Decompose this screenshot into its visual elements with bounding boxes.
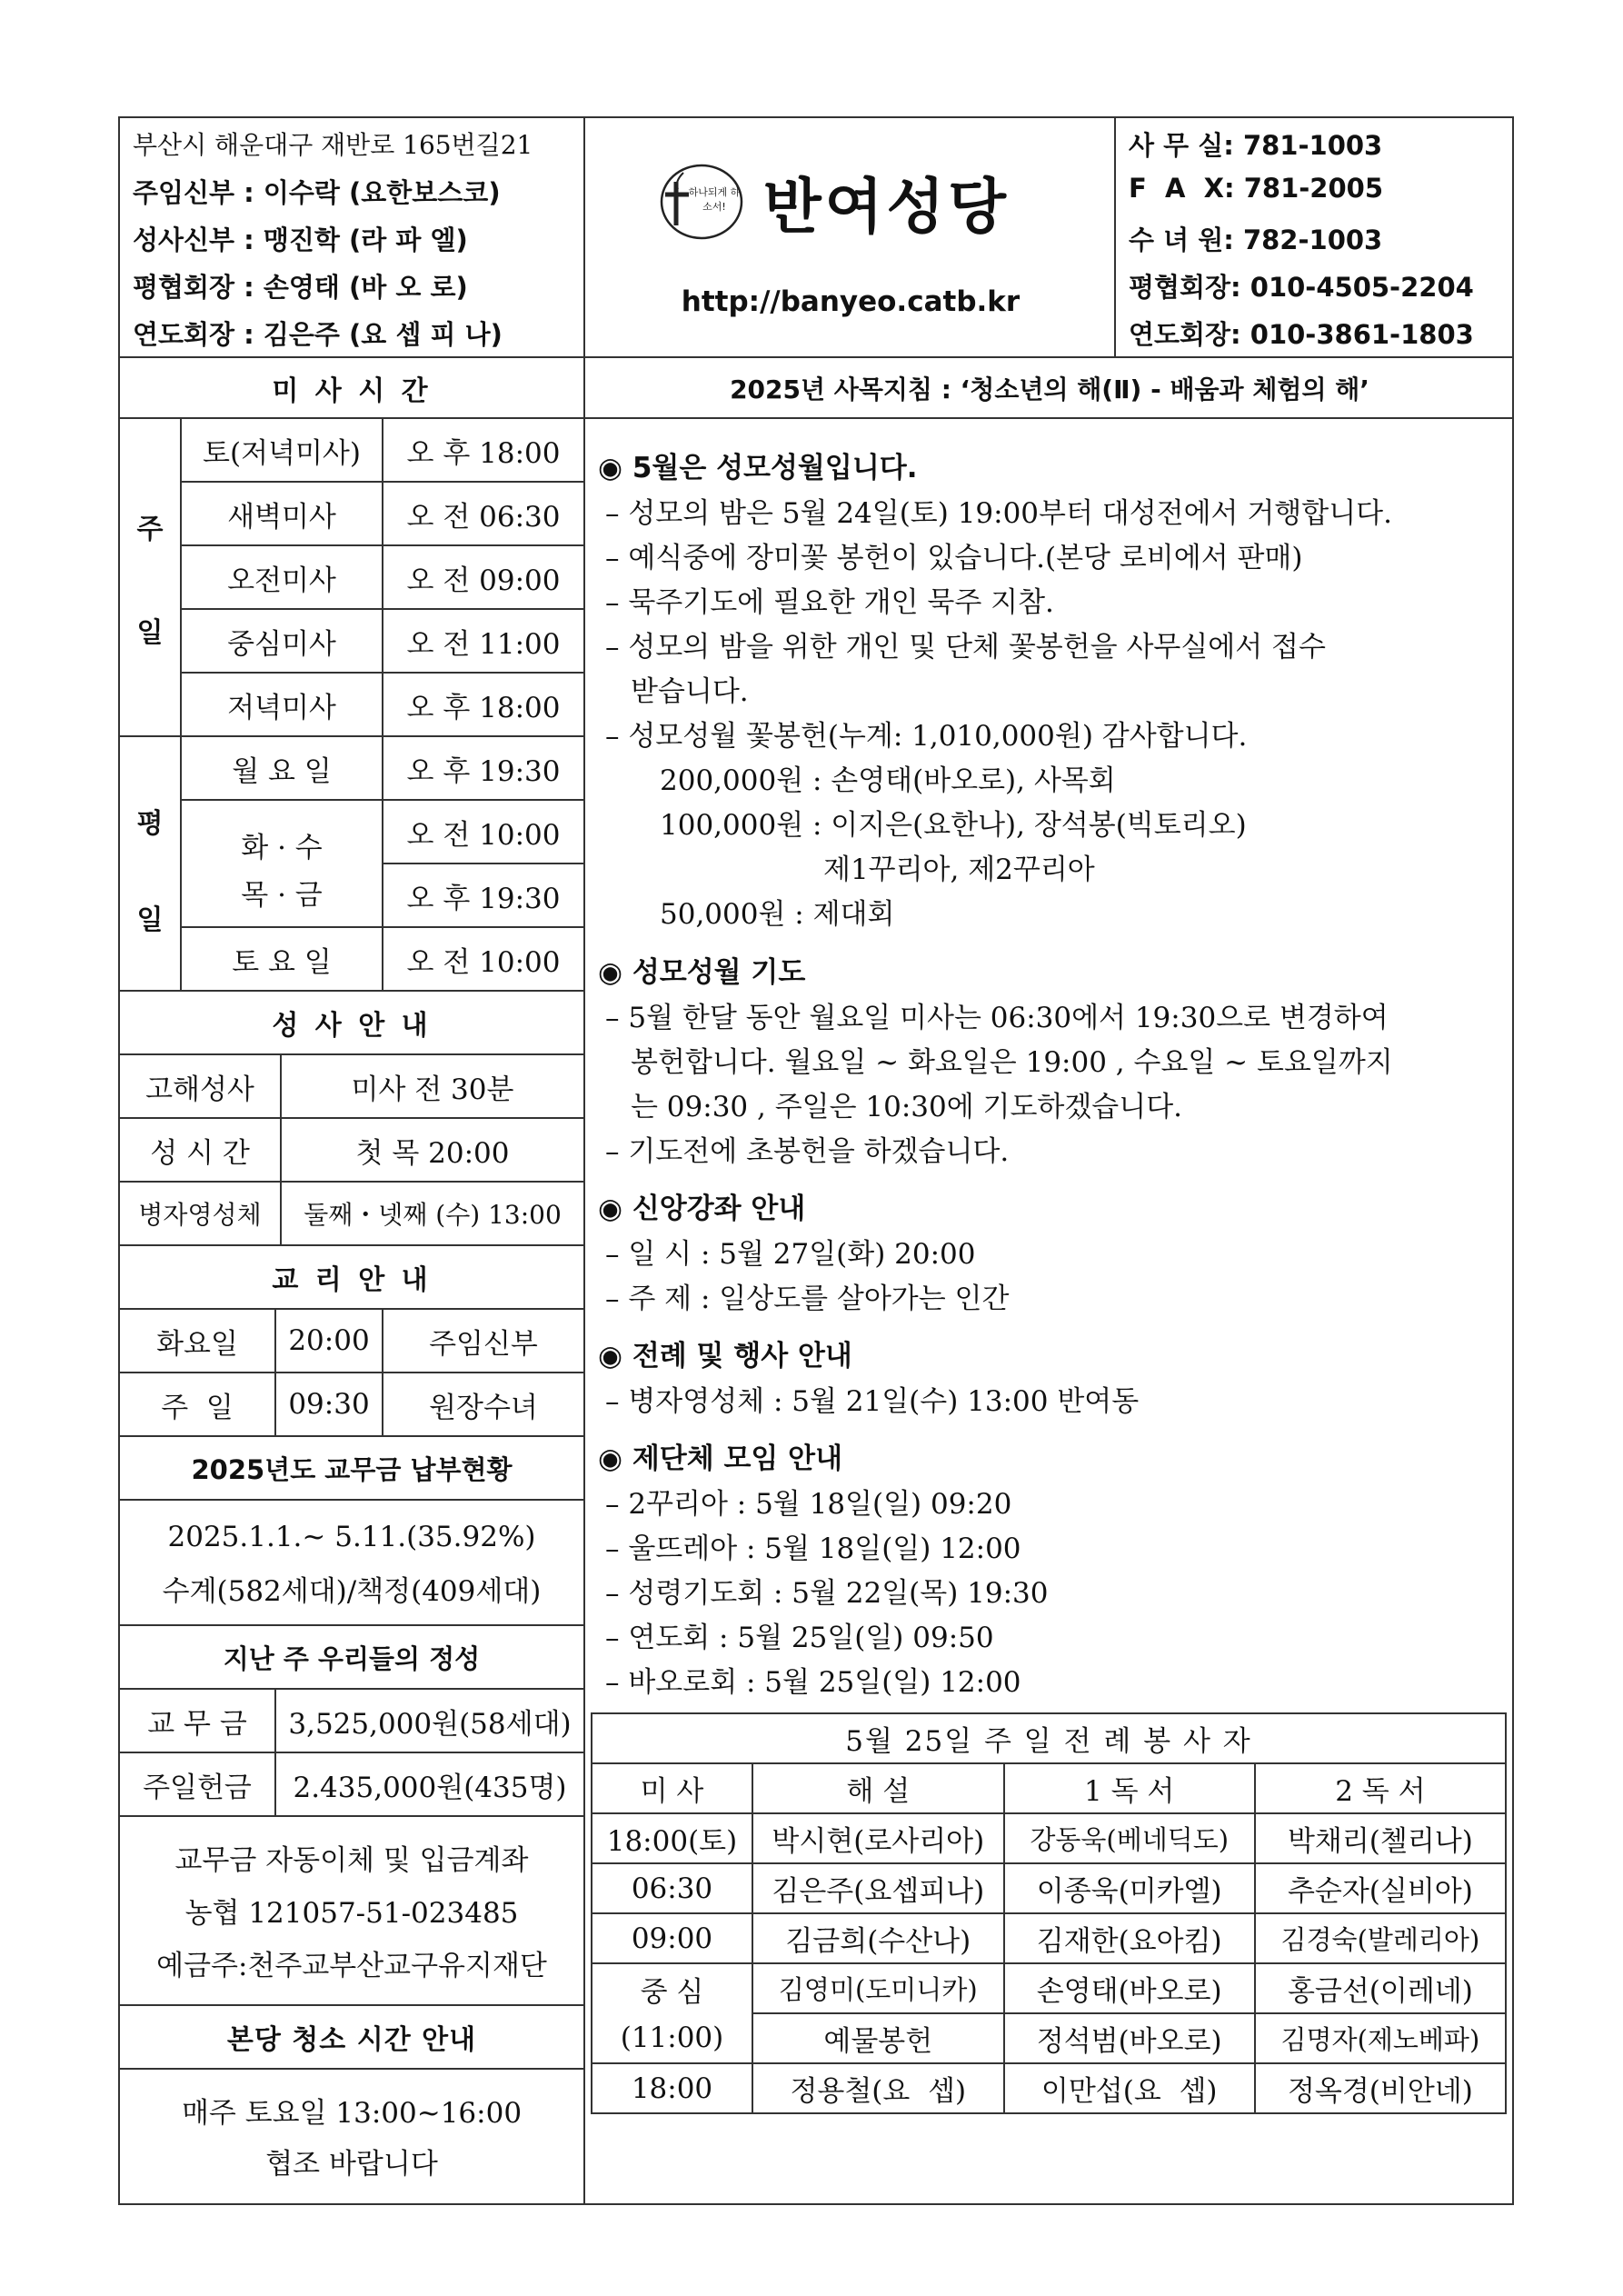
- left-column: [120, 358, 585, 2205]
- notice-line: 50,000원 : 제대회: [660, 898, 895, 931]
- bank-line: 교무금 자동이체 및 입금계좌: [174, 1844, 529, 1877]
- mass-time: 오 전 06:30: [383, 483, 583, 546]
- staff-name: 손영태 (바 오 로): [263, 272, 468, 303]
- contact-row: [1129, 220, 1382, 257]
- weekday-label-char: 평: [136, 808, 164, 840]
- table-cell: 정옥경(비안네): [1255, 2063, 1506, 2113]
- table-row: [592, 1813, 1506, 1863]
- table-cell: 김경숙(발레리아): [1255, 1913, 1506, 1963]
- dues-box: [120, 1501, 583, 1626]
- bank-line: 예금주:천주교부산교구유지재단: [156, 1950, 547, 1982]
- column-header: 미 사: [592, 1763, 752, 1813]
- table-cell: 강동욱(베네딕도): [1004, 1813, 1255, 1863]
- staff-role: 연도회장: [133, 319, 235, 350]
- table-row: [592, 2013, 1506, 2063]
- notice-line: – 울뜨레아 : 5월 18일(일) 12:00: [605, 1532, 1021, 1565]
- table-cell: 박시현(로사리아): [752, 1813, 1004, 1863]
- contact-label: 연도회장:: [1129, 319, 1241, 350]
- mass-name: 오전미사: [182, 546, 383, 610]
- table-cell: 김재한(요아킴): [1004, 1913, 1255, 1963]
- table-cell: 손영태(바오로): [1004, 1963, 1255, 2013]
- table-cell: (11:00): [592, 2013, 752, 2063]
- mass-time: 오 전 09:00: [383, 546, 583, 610]
- mass-time: 오 후 19:30: [383, 864, 583, 928]
- dues-line: 2025.1.1.~ 5.11.(35.92%): [167, 1521, 536, 1553]
- sunday-label-char: 주: [136, 514, 164, 545]
- mass-name: 저녁미사: [182, 674, 383, 737]
- mass-name-line: 화 · 수: [241, 832, 323, 864]
- table-header-row: [592, 1763, 1506, 1813]
- catechism-title: 교 리 안 내: [120, 1246, 583, 1310]
- church-logo: [656, 155, 747, 245]
- offering-name: 주일헌금: [120, 1753, 276, 1817]
- mass-name: 중심미사: [182, 610, 383, 674]
- table-cell: 김영미(도미니카): [752, 1963, 1004, 2013]
- offering-value: 2.435,000원(435명): [276, 1753, 583, 1817]
- catechism-day: 주 일: [120, 1373, 276, 1437]
- staff-name: 김은주 (요 셉 피 나): [263, 319, 503, 350]
- sunday-label-cell: [120, 419, 182, 737]
- header-contacts-box: [1116, 118, 1514, 358]
- sacrament-title: 성 사 안 내: [120, 992, 583, 1055]
- table-title-row: [592, 1713, 1506, 1763]
- table-cell: 정석범(바오로): [1004, 2013, 1255, 2063]
- notice-heading: ◉ 성모성월 기도: [598, 956, 806, 989]
- notice-line: 는 09:30 , 주일은 10:30에 기도하겠습니다.: [631, 1091, 1183, 1123]
- notice-line: 봉헌합니다. 월요일 ~ 화요일은 19:00 , 수요일 ~ 토요일까지: [631, 1046, 1393, 1079]
- contact-value: 010-4505-2204: [1250, 272, 1474, 303]
- dues-title: 2025년도 교무금 납부현황: [120, 1437, 583, 1501]
- notice-heading: ◉ 신앙강좌 안내: [598, 1193, 806, 1225]
- cleaning-line: 협조 바랍니다: [265, 2148, 438, 2181]
- offering-title: 지난 주 우리들의 정성: [120, 1626, 583, 1690]
- church-name: 반여성당: [763, 172, 1011, 242]
- table-cell: 정용철(요 셉): [752, 2063, 1004, 2113]
- table-cell: 김명자(제노베파): [1255, 2013, 1506, 2063]
- pastoral-guideline: 2025년 사목지침 : ‘청소년의 해(Ⅱ) - 배움과 체험의 해’: [585, 358, 1514, 419]
- notice-line: – 예식중에 장미꽃 봉헌이 있습니다.(본당 로비에서 판매): [605, 542, 1303, 574]
- mass-name: 월 요 일: [182, 737, 383, 801]
- mass-name-line: 목 · 금: [241, 879, 323, 912]
- staff-row: 성사신부 : 맹진학 (라 파 엘): [133, 225, 468, 255]
- dues-line: 수계(582세대)/책정(409세대): [162, 1575, 542, 1608]
- staff-role: 주임신부: [133, 177, 235, 208]
- staff-name: 맹진학 (라 파 엘): [263, 225, 468, 255]
- mass-time: 오 후 18:00: [383, 419, 583, 483]
- mass-name: [182, 801, 383, 928]
- table-cell: 09:00: [592, 1913, 752, 1963]
- logo-text: 하나되게 하소서!: [688, 186, 741, 213]
- table-cell: 중 심: [592, 1963, 752, 2013]
- bank-line: 농협 121057-51-023485: [184, 1897, 519, 1930]
- notice-line: – 기도전에 초봉헌을 하겠습니다.: [605, 1135, 1010, 1168]
- table-cell: 추순자(실비아): [1255, 1863, 1506, 1913]
- column-header: 해 설: [752, 1763, 1004, 1813]
- church-website: http://banyeo.catb.kr: [681, 285, 1021, 318]
- contact-value: 010-3861-1803: [1250, 319, 1474, 350]
- contact-label: 평협회장:: [1129, 272, 1241, 303]
- mass-time: 오 후 18:00: [383, 674, 583, 737]
- notice-line: – 성모성월 꽃봉헌(누계: 1,010,000원) 감사합니다.: [605, 720, 1248, 753]
- column-header: 1 독 서: [1004, 1763, 1255, 1813]
- staff-row: 주임신부 : 이수락 (요한보스코): [133, 177, 501, 208]
- header-title-box: [585, 118, 1116, 358]
- right-column: [585, 358, 1514, 2205]
- notice-line: – 5월 한달 동안 월요일 미사는 06:30에서 19:30으로 변경하여: [605, 1002, 1389, 1034]
- column-header: 2 독 서: [1255, 1763, 1506, 1813]
- contact-row: [1129, 314, 1474, 352]
- notice-line: – 주 제 : 일상도를 살아가는 인간: [605, 1283, 1010, 1315]
- sacrament-value: 첫 목 20:00: [282, 1119, 583, 1183]
- notice-line: – 성모의 밤은 5월 24일(토) 19:00부터 대성전에서 거행합니다.: [605, 497, 1392, 530]
- table-cell: 홍금선(이레네): [1255, 1963, 1506, 2013]
- notice-line: 100,000원 : 이지은(요한나), 장석봉(빅토리오): [660, 809, 1247, 842]
- sacrament-name: 병자영성체: [120, 1183, 282, 1246]
- table-row: [592, 1863, 1506, 1913]
- catechism-teacher: 원장수녀: [383, 1373, 583, 1437]
- staff-name: 이수락 (요한보스코): [263, 177, 501, 208]
- contact-label: 수 녀 원:: [1129, 225, 1234, 255]
- table-cell: 18:00: [592, 2063, 752, 2113]
- notice-heading: ◉ 5월은 성모성월입니다.: [598, 452, 918, 484]
- table-cell: 18:00(토): [592, 1813, 752, 1863]
- sacrament-value: 둘째・넷째 (수) 13:00: [282, 1183, 583, 1246]
- contact-value: 781-2005: [1243, 173, 1384, 204]
- offering-name: 교 무 금: [120, 1690, 276, 1753]
- notice-line: – 2꾸리아 : 5월 18일(일) 09:20: [605, 1488, 1012, 1521]
- notice-line: – 바오로회 : 5월 25일(일) 12:00: [605, 1666, 1021, 1699]
- notice-heading: ◉ 전례 및 행사 안내: [598, 1340, 852, 1373]
- sacrament-name: 성 시 간: [120, 1119, 282, 1183]
- staff-role: 평협회장: [133, 272, 235, 303]
- table-row: [592, 1963, 1506, 2013]
- catechism-time: 20:00: [276, 1310, 383, 1373]
- notice-line: 제1꾸리아, 제2꾸리아: [823, 854, 1095, 886]
- notice-line: – 일 시 : 5월 27일(화) 20:00: [605, 1238, 976, 1271]
- contact-value: 782-1003: [1242, 225, 1383, 255]
- table-row: [592, 1913, 1506, 1963]
- weekday-label-cell: [120, 737, 182, 992]
- table-cell: 김은주(요셉피나): [752, 1863, 1004, 1913]
- contact-value: 781-1003: [1242, 130, 1383, 161]
- table-title: 5월 25일 주 일 전 례 봉 사 자: [592, 1713, 1506, 1763]
- mass-times-title: 미 사 시 간: [120, 358, 583, 419]
- mass-time: 오 전 10:00: [383, 801, 583, 864]
- table-cell: 이만섭(요 셉): [1004, 2063, 1255, 2113]
- cleaning-line: 매주 토요일 13:00~16:00: [181, 2097, 523, 2130]
- notice-line: 200,000원 : 손영태(바오로), 사목회: [660, 764, 1116, 797]
- offering-value: 3,525,000원(58세대): [276, 1690, 583, 1753]
- header-staff-box: [120, 118, 585, 358]
- notice-line: – 성령기도회 : 5월 22일(목) 19:30: [605, 1577, 1049, 1610]
- bulletin-sheet: [118, 116, 1514, 2205]
- notice-line: – 성모의 밤을 위한 개인 및 단체 꽃봉헌을 사무실에서 접수: [605, 631, 1326, 664]
- contact-row: [1129, 125, 1382, 163]
- contact-row: [1129, 267, 1474, 304]
- cleaning-box: [120, 2070, 583, 2205]
- table-cell: 예물봉헌: [752, 2013, 1004, 2063]
- mass-name: 토(저녁미사): [182, 419, 383, 483]
- table-cell: 이종욱(미카엘): [1004, 1863, 1255, 1913]
- church-address: 부산시 해운대구 재반로 165번길21: [133, 130, 533, 160]
- cleaning-title: 본당 청소 시간 안내: [120, 2006, 583, 2070]
- mass-time: 오 전 10:00: [383, 928, 583, 992]
- bank-info-box: [120, 1817, 583, 2006]
- liturgy-servers-table: [591, 1712, 1507, 2114]
- table-cell: 박채리(첼리나): [1255, 1813, 1506, 1863]
- catechism-teacher: 주임신부: [383, 1310, 583, 1373]
- notice-line: – 묵주기도에 필요한 개인 묵주 지참.: [605, 586, 1054, 619]
- notice-line: – 병자영성체 : 5월 21일(수) 13:00 반여동: [605, 1385, 1140, 1418]
- table-cell: 김금희(수산나): [752, 1913, 1004, 1963]
- mass-name: 토 요 일: [182, 928, 383, 992]
- sunday-label-char: 일: [136, 617, 164, 649]
- contact-label: 사 무 실:: [1129, 130, 1234, 161]
- staff-role: 성사신부: [133, 225, 235, 255]
- table-row: [592, 2063, 1506, 2113]
- table-cell: 06:30: [592, 1863, 752, 1913]
- staff-row: 연도회장 : 김은주 (요 셉 피 나): [133, 319, 503, 350]
- contact-row: [1129, 173, 1383, 204]
- catechism-day: 화요일: [120, 1310, 276, 1373]
- sacrament-name: 고해성사: [120, 1055, 282, 1119]
- notice-heading: ◉ 제단체 모임 안내: [598, 1442, 843, 1475]
- catechism-time: 09:30: [276, 1373, 383, 1437]
- weekday-label-char: 일: [136, 904, 164, 936]
- mass-time: 오 후 19:30: [383, 737, 583, 801]
- mass-time: 오 전 11:00: [383, 610, 583, 674]
- notice-line: – 연도회 : 5월 25일(일) 09:50: [605, 1622, 994, 1654]
- notice-line: 받습니다.: [631, 675, 749, 708]
- mass-name: 새벽미사: [182, 483, 383, 546]
- contact-label: F A X:: [1129, 173, 1235, 204]
- staff-row: 평협회장 : 손영태 (바 오 로): [133, 272, 468, 303]
- sacrament-value: 미사 전 30분: [282, 1055, 583, 1119]
